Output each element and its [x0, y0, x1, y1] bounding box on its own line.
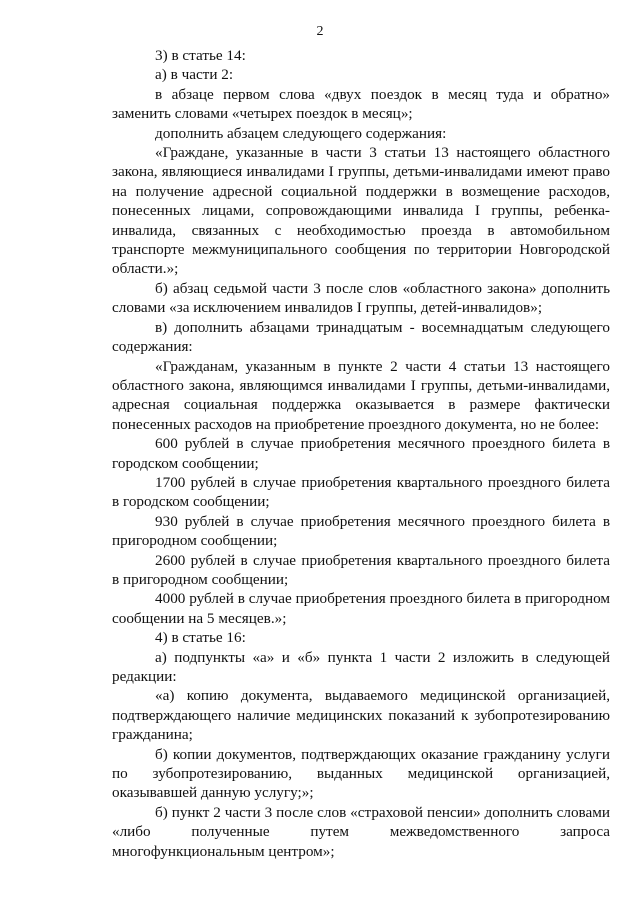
paragraph: б) копии документов, подтверждающих оказание гражданину услуги по зубопротезированию, выданных медицинской организацией, оказывавшей данную услугу;»;: [112, 745, 610, 802]
paragraph: а) подпункты «а» и «б» пункта 1 части 2 изложить в следующей редакции:: [112, 648, 610, 685]
paragraph: 930 рублей в случае приобретения месячного проездного билета в пригородном сообщении;: [112, 512, 610, 550]
paragraph: «Граждане, указанные в части 3 статьи 13 настоящего областного закона, являющиеся инвалидами I группы, детьми-инвалидами имеют право на получение адресной социальной поддержки в возмещение расходов, понесенных лицами, сопровождающими инвалида I группы, ребенка-инвалида, связанных с необходимостью проезда в автомобильном транспорте межмуниципального сообщения по территории Новгородской области.»;: [112, 144, 610, 278]
paragraph: в) дополнить абзацами тринадцатым - восемнадцатым следующего содержания:: [112, 318, 610, 356]
paragraph: 600 рублей в случае приобретения месячного проездного билета в городском сообщении;: [112, 435, 610, 472]
paragraph: а) в части 2:: [155, 66, 234, 84]
paragraph: в абзаце первом слова «двух поездок в месяц туда и обратно» заменить словами «четырех поездок в месяц»;: [112, 85, 610, 123]
paragraph: «Гражданам, указанным в пункте 2 части 4 статьи 13 настоящего областного закона, являющимся инвалидами I группы, детьми-инвалидами, адресная социальная поддержка оказывается в размере фактически понесенных расходов на приобретение проездного документа, но не более:: [112, 357, 610, 433]
paragraph: б) абзац седьмой части 3 после слов «областного закона» дополнить словами «за исключением инвалидов I группы, детей-инвалидов»;: [112, 279, 610, 317]
paragraph: 4) в статье 16:: [155, 629, 246, 647]
paragraph: дополнить абзацем следующего содержания:: [155, 124, 447, 142]
paragraph: б) пункт 2 части 3 после слов «страховой пенсии» дополнить словами «либо полученные путем межведомственного запроса многофункциональным центром»;: [112, 803, 610, 860]
paragraph: 2600 рублей в случае приобретения квартального проездного билета в пригородном сообщении;: [112, 551, 610, 588]
paragraph: 1700 рублей в случае приобретения квартального проездного билета в городском сообщении;: [112, 473, 610, 511]
paragraph: 3) в статье 14:: [155, 47, 246, 64]
document-body: [112, 46, 610, 861]
paragraph: 4000 рублей в случае приобретения проездного билета в пригородном сообщении на 5 месяцев.»;: [112, 590, 610, 627]
paragraph: «а) копию документа, выдаваемого медицинской организацией, подтверждающего наличие медицинских показаний к зубопротезированию гражданина;: [112, 687, 610, 744]
page-number: 2: [316, 24, 324, 39]
